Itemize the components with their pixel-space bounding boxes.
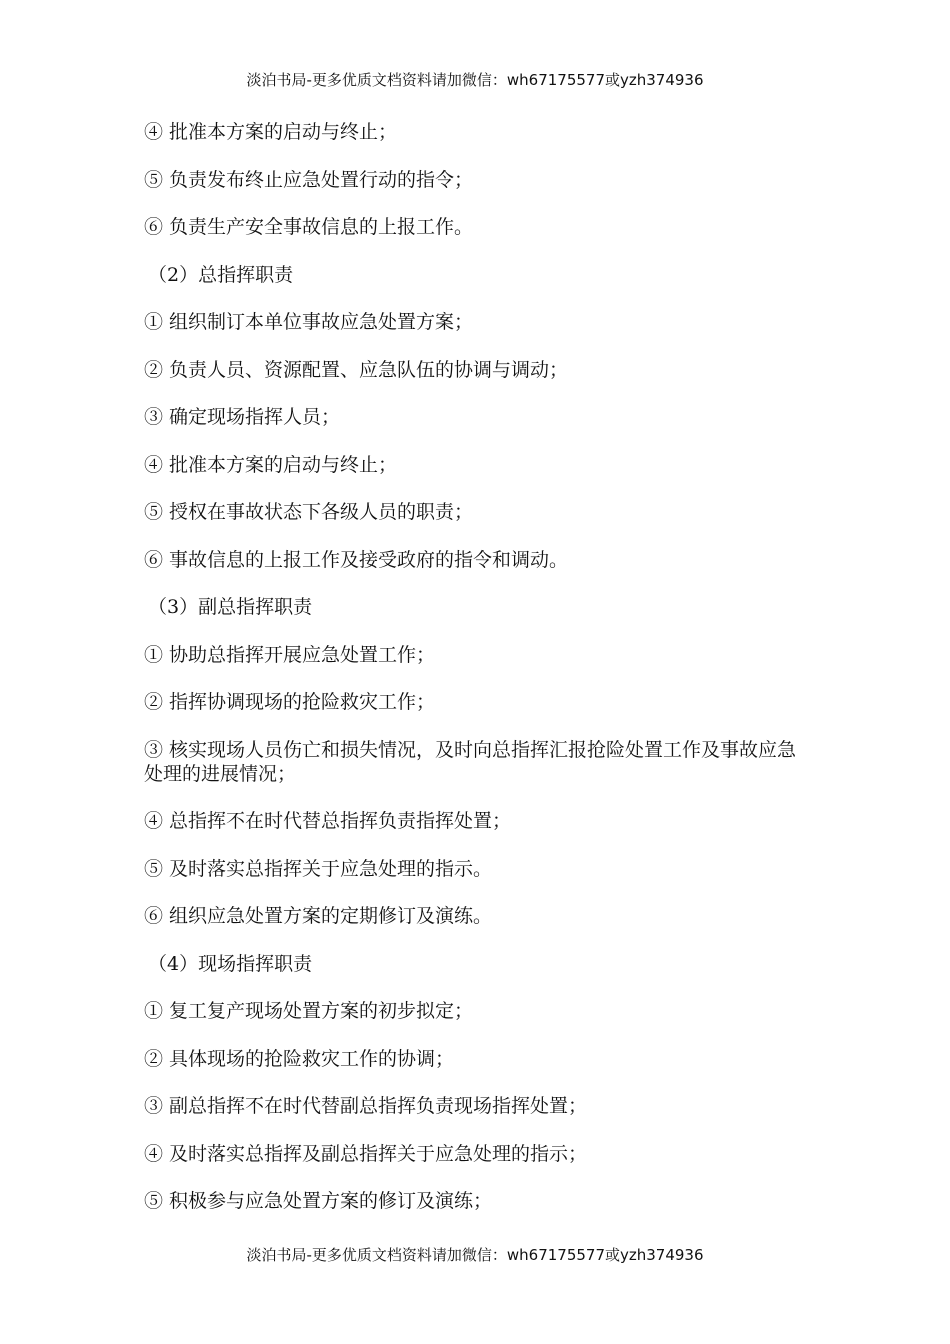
list-item: ⑥ 事故信息的上报工作及接受政府的指令和调动。 — [144, 548, 569, 571]
list-item: ④ 批准本方案的启动与终止； — [144, 453, 398, 476]
list-item: ③ 副总指挥不在时代替副总指挥负责现场指挥处置； — [144, 1095, 588, 1117]
list-item: ④ 及时落实总指挥及副总指挥关于应急处理的指示； — [144, 1142, 588, 1165]
list-item: ③ 核实现场人员伤亡和损失情况，及时向总指挥汇报抢险处置工作及事故应急处理的进展情况； — [144, 738, 797, 785]
list-item: ⑤ 授权在事故状态下各级人员的职责； — [144, 501, 474, 523]
section-heading: （4）现场指挥职责 — [148, 952, 313, 975]
list-item: ③ 确定现场指挥人员； — [144, 406, 341, 428]
page-footer: 淡泊书局-更多优质文档资料请加微信：wh67175577或yzh374936 — [246, 1246, 704, 1264]
section-heading: （3）副总指挥职责 — [148, 596, 313, 618]
list-item: ⑤ 负责发布终止应急处置行动的指令； — [144, 168, 474, 191]
list-item: ⑤ 积极参与应急处置方案的修订及演练； — [144, 1190, 493, 1212]
list-item: ⑥ 组织应急处置方案的定期修订及演练。 — [144, 905, 493, 927]
section-heading: （2）总指挥职责 — [148, 263, 294, 286]
page-header: 淡泊书局-更多优质文档资料请加微信：wh67175577或yzh374936 — [246, 71, 704, 89]
list-item: ④ 总指挥不在时代替总指挥负责指挥处置； — [144, 810, 512, 832]
list-item: ④ 批准本方案的启动与终止； — [144, 121, 398, 143]
list-item: ② 指挥协调现场的抢险救灾工作； — [144, 691, 436, 713]
list-item: ⑤ 及时落实总指挥关于应急处理的指示。 — [144, 857, 493, 880]
list-item: ② 负责人员、资源配置、应急队伍的协调与调动； — [144, 358, 569, 381]
list-item: ① 协助总指挥开展应急处置工作； — [144, 643, 436, 666]
list-item: ⑥ 负责生产安全事故信息的上报工作。 — [144, 216, 474, 238]
list-item: ① 组织制订本单位事故应急处置方案； — [144, 311, 474, 333]
document-body — [144, 120, 804, 1237]
list-item: ① 复工复产现场处置方案的初步拟定； — [144, 1000, 474, 1022]
list-item: ② 具体现场的抢险救灾工作的协调； — [144, 1047, 455, 1070]
